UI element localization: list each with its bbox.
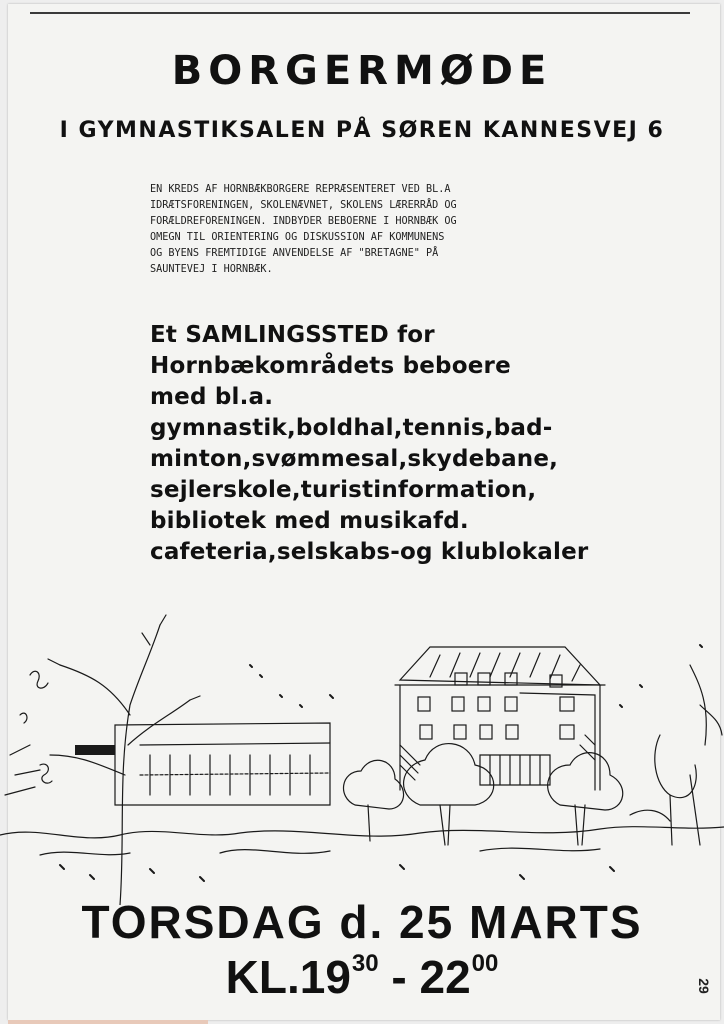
- intro-line: SAUNTEVEJ I HORNBÆK.: [150, 264, 273, 275]
- feature-line: Et SAMLINGSSTED for: [150, 322, 435, 348]
- time-end: - 22: [378, 951, 471, 1003]
- poster-subtitle: I GYMNASTIKSALEN PÅ SØREN KANNESVEJ 6: [59, 118, 665, 143]
- intro-line: IDRÆTSFORENINGEN, SKOLENÆVNET, SKOLENS LÆRERRÅD OG: [150, 200, 457, 211]
- feature-line: med bl.a.: [150, 384, 274, 410]
- time-start: KL.19: [225, 951, 351, 1003]
- feature-line: bibliotek med musikafd.: [150, 508, 469, 534]
- time-end-minutes: 00: [471, 950, 499, 977]
- feature-line: sejlerskole,turistinformation,: [150, 477, 537, 503]
- page-number: 29: [696, 978, 713, 994]
- feature-line: gymnastik,boldhal,tennis,bad-: [150, 415, 553, 441]
- intro-line: OG BYENS FREMTIDIGE ANVENDELSE AF "BRETAGNE" PÅ: [150, 248, 439, 259]
- intro-paragraph: [150, 182, 580, 278]
- event-date: TORSDAG d. 25 MARTS: [81, 896, 643, 948]
- time-start-minutes: 30: [351, 950, 379, 977]
- feature-line: cafeteria,selskabs-og klublokaler: [150, 539, 589, 565]
- feature-line: minton,svømmesal,skydebane,: [150, 446, 559, 472]
- top-rule: [30, 12, 690, 14]
- poster-title: BORGERMØDE: [171, 48, 553, 94]
- building-sketch-illustration: [0, 605, 724, 905]
- feature-line: Hornbækområdets beboere: [150, 353, 511, 379]
- event-time: [0, 950, 724, 1004]
- features-block: [150, 320, 670, 568]
- paper-edge-stripe: [8, 1020, 208, 1024]
- intro-line: OMEGN TIL ORIENTERING OG DISKUSSION AF KOMMUNENS: [150, 232, 445, 243]
- intro-line: EN KREDS AF HORNBÆKBORGERE REPRÆSENTERET VED BL.A: [150, 184, 451, 195]
- intro-line: FORÆLDREFORENINGEN. INDBYDER BEBOERNE I HORNBÆK OG: [150, 216, 457, 227]
